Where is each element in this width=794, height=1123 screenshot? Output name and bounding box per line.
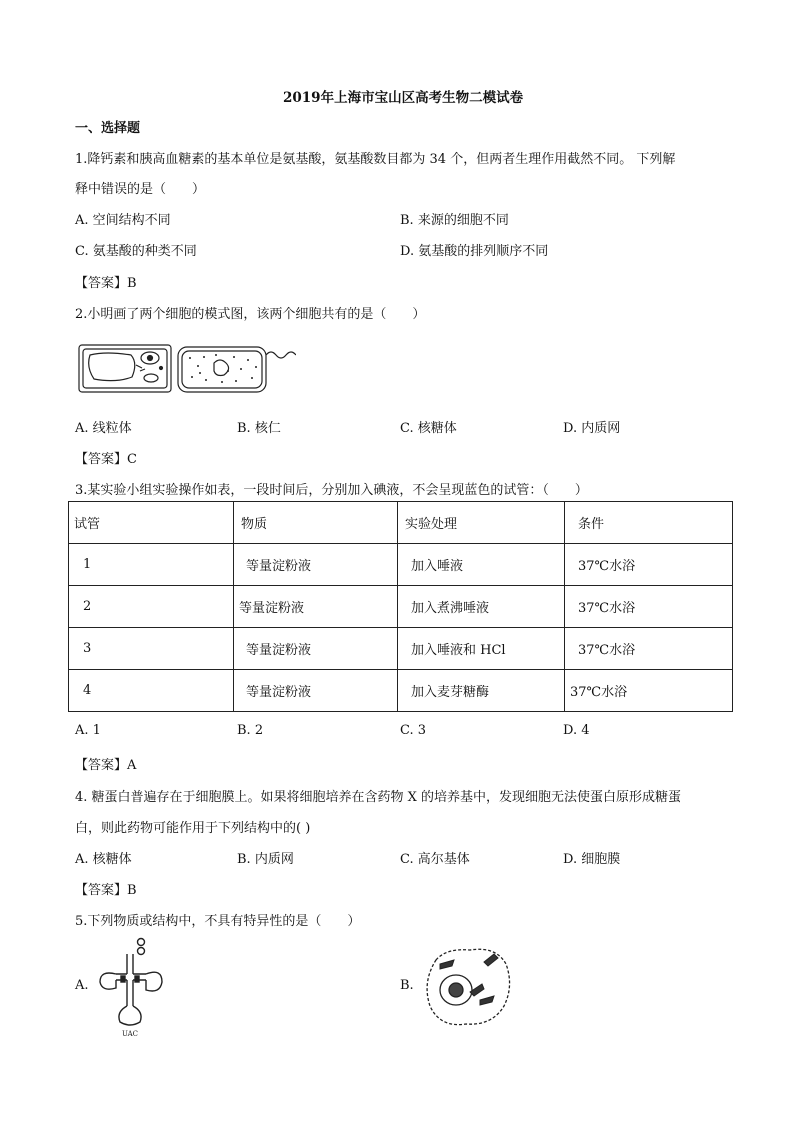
q5-option-b: B.: [400, 978, 414, 993]
q5-option-a: A.: [75, 978, 89, 993]
q2-stem: 2.小明画了两个细胞的模式图，该两个细胞共有的是（ ）: [75, 307, 426, 322]
table-cell: 3: [83, 641, 92, 656]
q1-option-b: B. 来源的细胞不同: [400, 213, 509, 228]
q2-option-b: B. 核仁: [237, 421, 281, 436]
table-cell: 等量淀粉液: [239, 601, 305, 616]
table-header-cell: 实验处理: [405, 517, 458, 532]
table-cell: 37℃水浴: [578, 601, 636, 616]
page-title: 2019年上海市宝山区高考生物二模试卷: [283, 90, 524, 106]
q4-stem-line1: 4. 糖蛋白普遍存在于细胞膜上。如果将细胞培养在含药物 X 的培养基中，发现细胞无法使蛋白原形成糖蛋: [75, 790, 682, 805]
q4-option-a: A. 核糖体: [75, 852, 132, 867]
table-cell: 37℃水浴: [578, 559, 636, 574]
trna-figure: [96, 934, 166, 1040]
q1-stem-line1: 1.降钙素和胰高血糖素的基本单位是氨基酸，氨基酸数目都为 34 个，但两者生理作用截然不同。 下列解: [75, 152, 676, 167]
q4-stem-line2: 白，则此药物可能作用于下列结构中的( ): [75, 821, 311, 836]
plant-cell-drawing: [79, 345, 171, 392]
q3-option-b: B. 2: [237, 723, 264, 738]
q4-option-d: D. 细胞膜: [563, 852, 621, 867]
q3-option-a: A. 1: [75, 723, 101, 738]
table-row: [69, 544, 733, 586]
table-cell: 加入麦芽糖酶: [411, 685, 490, 700]
table-cell: 37℃水浴: [578, 643, 636, 658]
table-header-cell: 物质: [241, 517, 268, 532]
table-cell: 等量淀粉液: [246, 643, 312, 658]
q1-option-c: C. 氨基酸的种类不同: [75, 244, 197, 259]
q3-option-c: C. 3: [400, 723, 427, 738]
cell-with-receptors-figure: [422, 944, 514, 1030]
table-header-cell: 条件: [578, 517, 605, 532]
table-row: [69, 628, 733, 670]
q3-answer: 【答案】A: [75, 758, 137, 773]
table-cell: 等量淀粉液: [246, 559, 312, 574]
table-cell: 加入煮沸唾液: [411, 601, 490, 616]
table-cell: 4: [83, 683, 92, 698]
q5-stem: 5.下列物质或结构中，不具有特异性的是（ ）: [75, 914, 361, 929]
q2-option-c: C. 核糖体: [400, 421, 457, 436]
table-header-cell: 试管: [74, 517, 101, 532]
q1-option-a: A. 空间结构不同: [75, 213, 171, 228]
table-cell: 2: [83, 599, 92, 614]
table-cell: 1: [83, 557, 92, 572]
q3-stem: 3.某实验小组实验操作如表，一段时间后，分别加入碘液，不会呈现蓝色的试管：（ ）: [75, 483, 588, 498]
table-row: [69, 586, 733, 628]
table-cell: 37℃水浴: [570, 685, 628, 700]
bacterium-ribosome-dots: [189, 354, 257, 383]
table-cell: 加入唾液和 HCl: [411, 643, 506, 658]
table-row: [69, 670, 733, 712]
q2-option-a: A. 线粒体: [75, 421, 132, 436]
experiment-table: [68, 501, 733, 712]
q4-option-b: B. 内质网: [237, 852, 294, 867]
trna-anticodon-label: UAC: [121, 1030, 139, 1038]
cell-diagram-figure: [76, 333, 296, 395]
bacterium-drawing: [178, 347, 296, 392]
table-cell: 等量淀粉液: [246, 685, 312, 700]
q1-answer: 【答案】B: [75, 276, 137, 291]
q1-option-d: D. 氨基酸的排列顺序不同: [400, 244, 549, 259]
q2-answer: 【答案】C: [75, 452, 137, 467]
section-heading: 一、选择题: [75, 121, 141, 136]
q2-option-d: D. 内质网: [563, 421, 621, 436]
table-cell: 加入唾液: [411, 559, 464, 574]
q4-answer: 【答案】B: [75, 883, 137, 898]
table-header-row: [69, 502, 733, 544]
q1-stem-line2: 释中错误的是（ ）: [75, 182, 206, 197]
q4-option-c: C. 高尔基体: [400, 852, 470, 867]
q3-option-d: D. 4: [563, 723, 590, 738]
